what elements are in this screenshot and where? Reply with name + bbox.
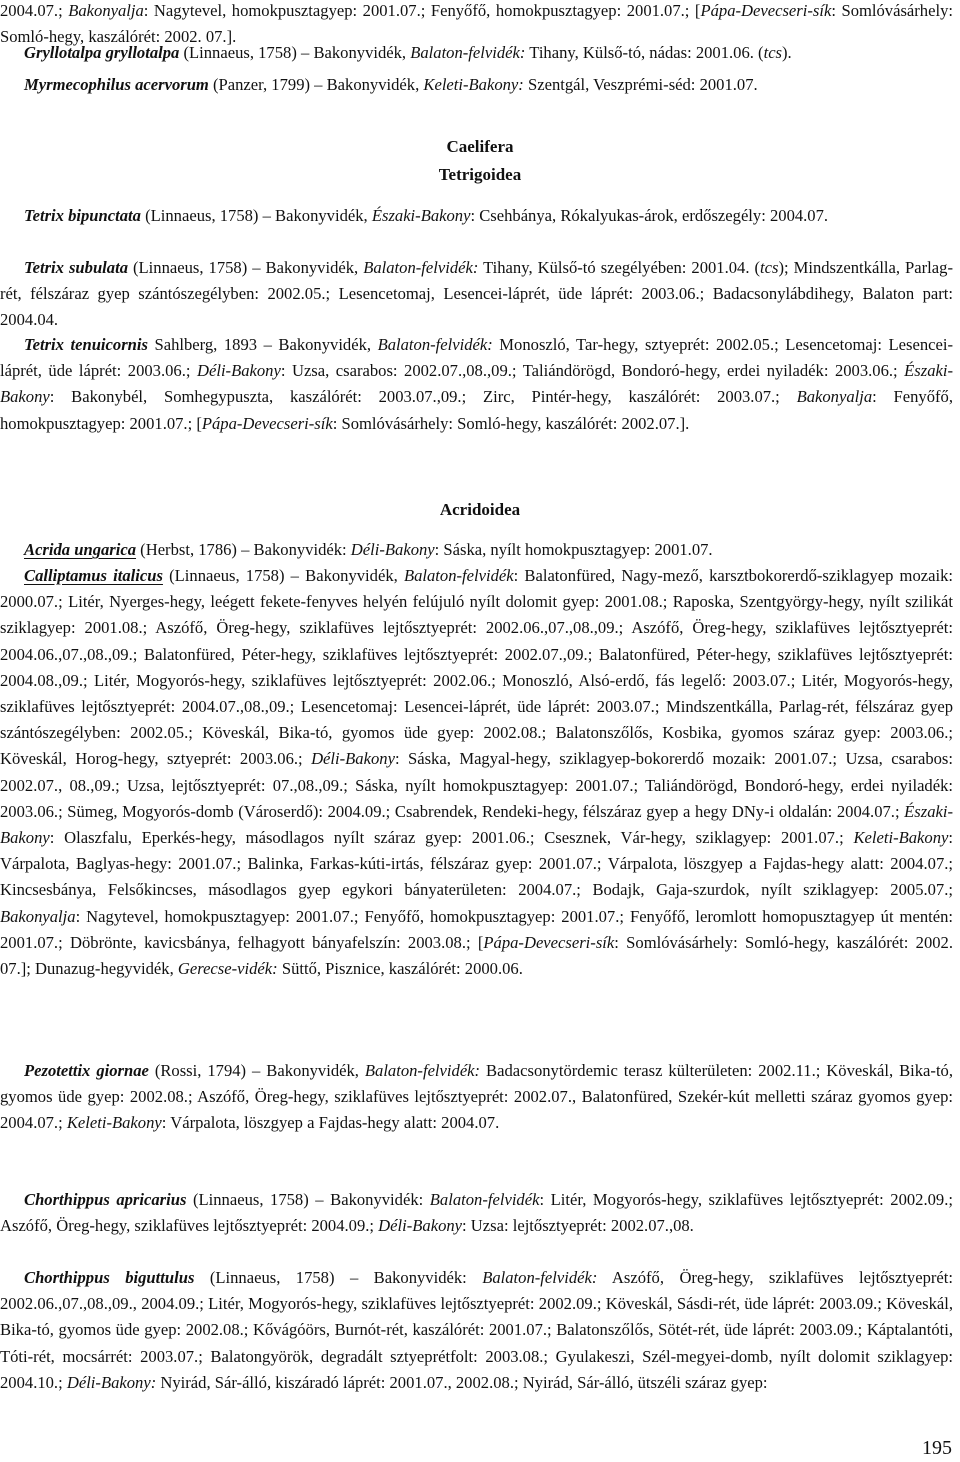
- entry-myrmecophilus: Myrmecophilus acervorum (Panzer, 1799) – Bakonyvidék, Keleti-Bakony: Szentgál, Veszprémi-séd: 2001.07.: [24, 75, 758, 94]
- heading-caelifera: Caelifera: [446, 137, 514, 156]
- paragraph-continuation: 2004.07.; Bakonyalja: Nagytevel, homokpusztagyep: 2001.07.; Fenyőfő, homokpusztagyep: 2001.07.; [Pápa-Devecseri-sík: Somlóvásárhely: Somló-hegy, kaszálórét: 2002. 07.].: [0, 1, 953, 47]
- heading-tetrigoidea: Tetrigoidea: [438, 165, 522, 184]
- entry-tetrix-bipunctata: Tetrix bipunctata (Linnaeus, 1758) – Bakonyvidék, Északi-Bakony: Csehbánya, Rókalyukas-árok, erdőszegély: 2004.07.: [24, 206, 829, 225]
- entry-gryllotalpa: Gryllotalpa gryllotalpa (Linnaeus, 1758) – Bakonyvidék, Balaton-felvidék: Tihany, Külső-tó, nádas: 2001.06. (tcs).: [24, 43, 792, 62]
- entry-tetrix-tenuicornis: Tetrix tenuicornis Sahlberg, 1893 – Bakonyvidék, Balaton-felvidék: Monoszló, Tar-hegy, sztyeprét: 2002.05.; Lesencetomaj: Lesencei-láprét, üde láprét: 2003.06.; Déli-Bakony: Uzsa, csarabos: 2002.07.,08.,09.; Taliándörögd, Bondoró-hegy, erdei nyiladék: 2003.06.; Északi-Bakony: Bakonybél, Somhegypuszta, kaszálórét: 2003.07.,09.; Zirc, Pintér-hegy, kaszálórét: 2003.07.; Bakonyalja: Fenyőfő, homokpusztagyep: 2001.07.; [Pápa-Devecseri-sík: Somlóvásárhely: Somló-hegy, kaszálórét: 2002.07.].: [0, 335, 954, 433]
- heading-acridoidea: Acridoidea: [439, 500, 521, 519]
- entry-acrida-ungarica: Acrida ungarica (Herbst, 1786) – Bakonyvidék: Déli-Bakony: Sáska, nyílt homokpusztagyep: 2001.07.: [24, 540, 713, 559]
- page-number: 195: [922, 1437, 952, 1459]
- entry-calliptamus-italicus: Calliptamus italicus (Linnaeus, 1758) – Bakonyvidék, Balaton-felvidék: Balatonfüred, Nagy-mező, karsztbokorerdő-sziklagyep mozaik: 2000.07.; Litér, Nyerges-hegy, leégett fekete-fenyves helyén felújuló nyílt dolomit gyep: 2001.08.; Raposka, Szentgyörgy-hegy, nyílt szilikát sziklagyep: 2001.08.; Aszófő, Öreg-hegy, sziklafüves lejtősztyeprét: 2002.06.,07.,08.,09.; Aszófő, Öreg-hegy, sziklafüves lejtősztyeprét: 2004.06.,07.,08.,09.; Balatonfüred, Péter-hegy, sziklafüves lejtősztyeprét: 2002.07.,09.; Balatonfüred, Péter-hegy, sziklafüves lejtősztyeprét: 2004.08.,09.; Litér, Mogyorós-hegy, sziklafüves lejtősztyeprét: 2002.06.; Monoszló, Alsó-erdő, fás legelő: 2003.07.; Litér, Mogyorós-hegy, sziklafüves lejtősztyeprét: 2004.07.,08.,09.; Lesencetomaj: Lesencei-láprét, üde láprét: 2003.07.; Mindszentkálla, Parlag-rét, félszáraz gyep szántószegélyben: 2002.05.; Köveskál, Bika-tó, gyomos üde gyep: 2002.08.; Balatonszőlős, Kosbika, gyomos száraz gyep: 2003.06.; Köveskál, Horog-hegy, sztyeprét: 2003.06.; Déli-Bakony: Sáska, Magyal-hegy, sziklagyep-bokorerdő mozaik: 2001.07.; Uzsa, csarabos: 2002.07., 08.,09.; Uzsa, lejtősztyeprét: 07.,08.,09.; Sáska, nyílt homokpusztagyep: 2001.07.; Taliándörögd, Bondoró-hegy, erdei nyiladék: 2003.06.; Sümeg, Mogyorós-domb (Városerdő): 2004.09.; Csabrendek, Rendeki-hegy, félszáraz gyep a hegy DNy-i oldalán: 2004.07.; Északi-Bakony: Olaszfalu, Eperkés-hegy, másodlagos nyílt száraz gyep: 2001.06.; Csesznek, Vár-hegy, sziklagyep: 2001.07.; Keleti-Bakony: Várpalota, Baglyas-hegy: 2001.07.; Balinka, Farkas-kúti-irtás, félszáraz gyep: 2001.07.; Várpalota, löszgyep a Fajdas-hegy alatt: 2004.07.; Kincsesbánya, Felsőkincses, másodlagos gyep egykori bányaterületen: 2004.07.; Bodajk, Gaja-szurdok, nyílt sziklagyep: 2005.07.; Bakonyalja: Nagytevel, homokpusztagyep: 2001.07.; Fenyőfő, homokpusztagyep: 2001.07.; Fenyőfő, leromlott homopusztagyep út mentén: 2001.07.; Döbrönte, kavicsbánya, felhagyott bányafelszín: 2003.08.; [Pápa-Devecseri-sík: Somlóvásárhely: Somló-hegy, kaszálórét: 2002. 07.]; Dunazug-hegyvidék, Gerecse-vidék: Süttő, Pisznice, kaszálórét: 2000.06.: [0, 566, 954, 979]
- entry-chorthippus-apricarius: Chorthippus apricarius (Linnaeus, 1758) – Bakonyvidék: Balaton-felvidék: Litér, Mogyorós-hegy, sziklafüves lejtősztyeprét: 2002.09.; Aszófő, Öreg-hegy, sziklafüves lejtősztyeprét: 2004.09.; Déli-Bakony: Uzsa: lejtősztyeprét: 2002.07.,08.: [0, 1190, 953, 1236]
- entry-tetrix-subulata: Tetrix subulata (Linnaeus, 1758) – Bakonyvidék, Balaton-felvidék: Tihany, Külső-tó szegélyében: 2001.04. (tcs); Mindszentkálla, Parlag-rét, félszáraz gyep szántószegélyben: 2002.05.; Lesencetomaj, Lesencei-láprét, üde láprét: 2003.06.; Badacsonylábdihegy, Balaton part: 2004.04.: [0, 258, 953, 330]
- entry-chorthippus-biguttulus: Chorthippus biguttulus (Linnaeus, 1758) – Bakonyvidék: Balaton-felvidék: Aszófő, Öreg-hegy, sziklafüves lejtősztyeprét: 2002.06.,07.,08.,09., 2004.09.; Litér, Mogyorós-hegy, sziklafüves lejtősztyeprét: 2002.09.; Köveskál, Sásdi-rét, üde láprét: 2003.09.; Köveskál, Bika-tó, gyomos üde gyep: 2002.08.; Kővágóörs, Burnót-rét, kaszálórét: 2001.07.; Balatonszőlős, Sötét-rét, üde láprét: 2003.09.; Káptalantóti, Tóti-rét, mocsárrét: 2003.07.; Balatongyörök, degradált sztyeprétfolt: 2003.08.; Gyulakeszi, Szél-megyei-domb, nyílt dolomit sziklagyep: 2004.10.; Déli-Bakony: Nyirád, Sár-álló, kiszáradó láprét: 2001.07., 2002.08.; Nyirád, Sár-álló, ütszéli száraz gyep:: [0, 1268, 953, 1392]
- entry-pezotettix-giornae: Pezotettix giornae (Rossi, 1794) – Bakonyvidék, Balaton-felvidék: Badacsonytördemic terasz külterületen: 2002.11.; Köveskál, Bika-tó, gyomos üde gyep: 2002.08.; Aszófő, Öreg-hegy, sziklafüves lejtősztyeprét: 2002.07., Balatonfüred, Szekér-kút melletti száraz gyomos gyep: 2004.07.; Keleti-Bakony: Várpalota, löszgyep a Fajdas-hegy alatt: 2004.07.: [0, 1061, 953, 1133]
